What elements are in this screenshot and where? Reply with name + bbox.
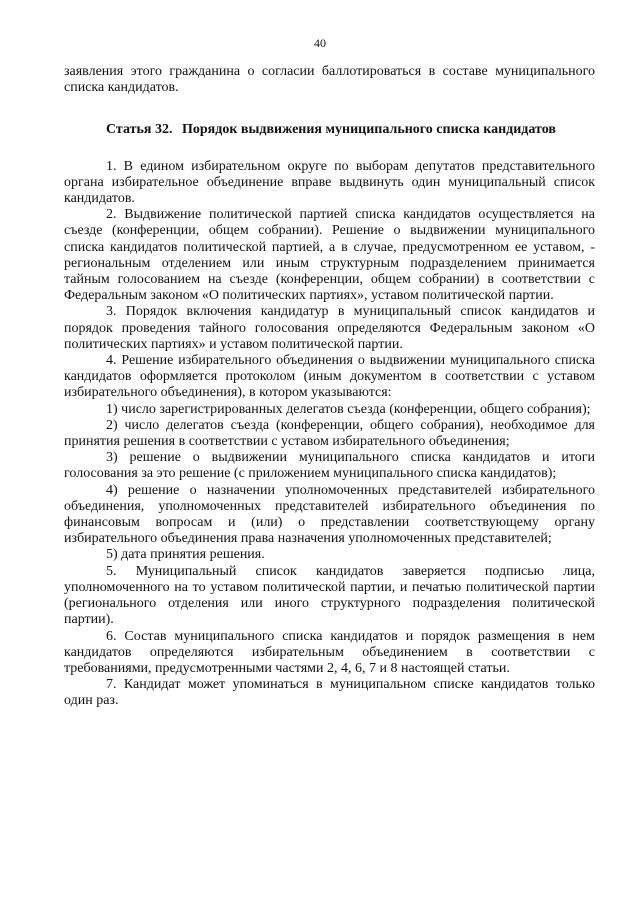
subitem-5: 5) дата принятия решения.: [106, 547, 265, 563]
paragraph-2: 2. Выдвижение политической партией списка кандидатов осуществляется на съезде (конференции, общем собрании). Решение о выдвижении муниципального списка кандидатов политической партией, а в случае, предусмотренном ее уставом, - региональным отделением или иным структурным подразделением принимается тайным голосованием на съезде (конференции, общем собрании) в соответствии с Федеральным законом «О политических партиях», уставом политической партии.: [64, 207, 595, 304]
intro-paragraph: заявления этого гражданина о согласии баллотироваться в составе муниципального списка кандидатов.: [64, 64, 595, 96]
subitem-3: 3) решение о выдвижении муниципального списка кандидатов и итоги голосования за это решение (с приложением муниципального списка кандидатов);: [64, 450, 595, 482]
article-number: Статья 32.: [106, 122, 173, 138]
document-body: [64, 64, 595, 710]
paragraph-1: 1. В едином избирательном округе по выборам депутатов представительного органа избирательное объединение вправе выдвинуть один муниципальный список кандидатов.: [64, 158, 595, 207]
article-heading: [64, 122, 595, 138]
page-number: 40: [314, 36, 326, 50]
paragraph-4: 4. Решение избирательного объединения о выдвижении муниципального списка кандидатов оформляется протоколом (иным документом в соответствии с уставом избирательного объединения), в котором указываются:: [64, 353, 595, 401]
subitem-2: 2) число делегатов съезда (конференции, общего собрания), необходимое для принятия решения в соответствии с уставом избирательного объединения;: [64, 417, 595, 450]
paragraph-7: 7. Кандидат может упоминаться в муниципальном списке кандидатов только один раз.: [64, 677, 595, 709]
subitem-1: 1) число зарегистрированных делегатов съезда (конференции, общего собрания);: [106, 401, 591, 417]
paragraph-6: 6. Состав муниципального списка кандидатов и порядок размещения в нем кандидатов определяются избирательным объединением в соответствии с требованиями, предусмотренными частями 2, 4, 6, 7 и 8 настоящей статьи.: [64, 628, 595, 676]
paragraph-5: 5. Муниципальный список кандидатов заверяется подписью лица, уполномоченного на то уставом политической партии, и печатью политической партии (регионального отделения или иного структурного подразделения политической партии).: [64, 563, 595, 628]
subitem-4: 4) решение о назначении уполномоченных представителей избирательного объединения, уполномоченных представителей избирательного объединения по финансовым вопросам и (или) о представлении соответствующему органу избирательного объединения права назначения уполномоченных представителей;: [64, 482, 595, 547]
article-title: Порядок выдвижения муниципального списка кандидатов: [182, 122, 556, 138]
paragraph-3: 3. Порядок включения кандидатур в муниципальный список кандидатов и порядок проведения тайного голосования определяются Федеральным законом «О политических партиях» и уставом политической партии.: [64, 304, 595, 352]
